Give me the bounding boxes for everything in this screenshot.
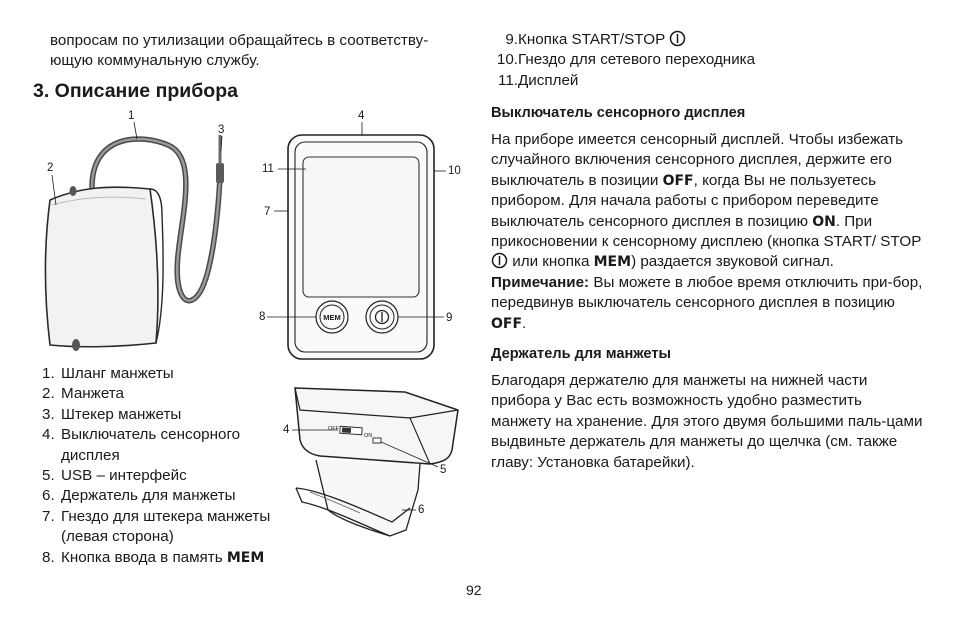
- section-heading: 3. Описание прибора: [33, 80, 238, 102]
- label-plug: 3: [218, 124, 225, 136]
- switch-off-text: OFF: [328, 426, 339, 432]
- power-icon: [491, 252, 508, 269]
- list-item: 4. Выключатель сенсорного дисплея: [42, 426, 241, 464]
- switch-section: [491, 104, 923, 334]
- list-item: 11. Дисплей: [498, 71, 579, 89]
- label-startstop: 9: [446, 312, 453, 324]
- list-item: 7. Гнездо для штекера манжеты (левая сторона): [42, 507, 271, 546]
- list-item: 5. USB – интерфейс: [42, 467, 187, 485]
- label-cuff: 2: [47, 162, 54, 174]
- list-item: 3. Штекер манжеты: [42, 405, 182, 423]
- device-side-illustration: [280, 380, 460, 550]
- label-mem: 8: [259, 311, 266, 323]
- list-item: 6. Держатель для манжеты: [42, 487, 236, 505]
- parts-list-left: [42, 364, 287, 568]
- label-adapter: 10: [448, 165, 461, 177]
- label-switch-side: 4: [283, 424, 290, 436]
- cuff-holder: [316, 460, 420, 536]
- list-item: 1. Шланг манжеты: [42, 365, 174, 382]
- holder-section-title: Держатель для манжеты: [491, 346, 671, 362]
- holder-section: [491, 345, 923, 473]
- page-number: 92: [466, 582, 482, 598]
- device-housing: [295, 388, 458, 464]
- label-socket: 7: [264, 206, 271, 218]
- list-item: 8. Кнопка ввода в память MEM: [42, 548, 265, 566]
- list-item: 9. Кнопка START/STOP: [491, 30, 791, 50]
- cuff-body: [46, 187, 159, 347]
- start-stop-button: [366, 301, 398, 333]
- parts-list-right: [491, 30, 791, 91]
- mem-button: [316, 301, 348, 333]
- device-display: [303, 157, 419, 297]
- intro-text: [50, 31, 460, 72]
- cuff-illustration: [40, 105, 240, 355]
- label-switch-top: 4: [358, 110, 365, 122]
- switch-on-text: ON: [364, 433, 373, 439]
- label-holder: 6: [418, 504, 425, 516]
- switch-section-body: На приборе имеется сенсорный дисплей. Чтобы избежать случайного включения сенсорного дисплея, держите его выключатель в позиции OFF, когда Вы не пользуетесь прибором. Для начала работы с прибором переведите выключатель сенсорного дисплея в позицию ON. При прикосновении к сенсорному дисплею (кнопка START/ STOP или кнопка MEM) раздается звуковой сигнал. Примечание: Вы можете в любое время отключить при-бор, передвинув выключатель сенсорного дисплея в позицию OFF.: [491, 131, 923, 332]
- holder-section-body: Благодаря держателю для манжеты на нижней части прибора у Вас есть возможность удобно разместить манжету на хранение. Для этого двумя большими паль-цами выдвиньте держатель для манжеты до щелчка (см. также главу: Установка батарейки).: [491, 372, 923, 471]
- list-item: 10. Гнездо для сетевого переходника: [496, 51, 756, 69]
- label-hose: 1: [128, 110, 135, 122]
- list-item: 2. Манжета: [42, 385, 124, 403]
- power-icon: [669, 30, 686, 47]
- cuff-plug: [216, 135, 224, 183]
- switch-section-title: Выключатель сенсорного дисплея: [491, 105, 746, 121]
- intro-line: вопросам по утилизации обращайтесь в соответству- ющую коммунальную службу.: [50, 32, 429, 70]
- label-usb: 5: [440, 464, 447, 476]
- label-display: 11: [262, 163, 274, 175]
- usb-port: [373, 438, 381, 443]
- mem-button-text: MEM: [323, 313, 341, 322]
- device-front-illustration: [256, 105, 466, 360]
